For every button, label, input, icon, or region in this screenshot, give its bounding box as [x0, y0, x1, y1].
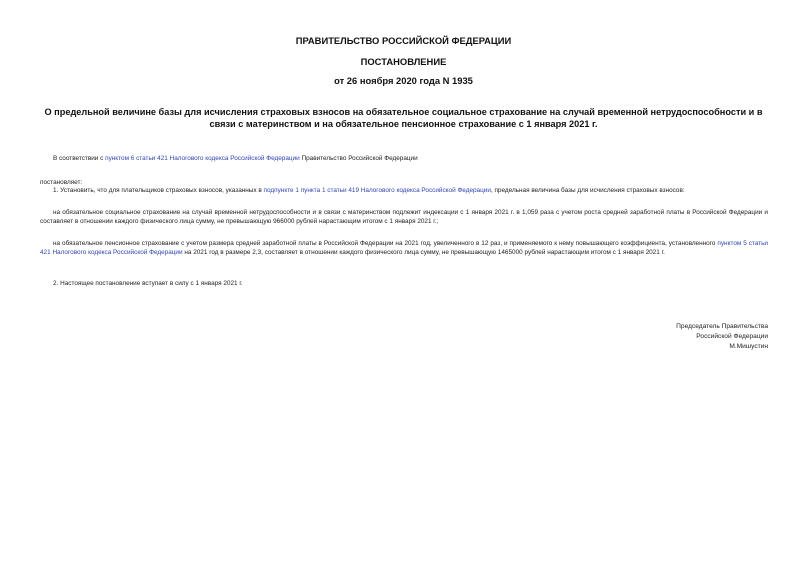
sub-item-2-suffix: на 2021 год в размере 2,3, составляет в отношении каждого физического лица сумму, не превышающую 1465000 рублей нарастающим итогом с 1 января 2021 г. [182, 249, 665, 257]
government-heading: ПРАВИТЕЛЬСТВО РОССИЙСКОЙ ФЕДЕРАЦИИ [295, 35, 512, 46]
intro-suffix: Правительство Российской Федерации [299, 155, 418, 162]
link-article-421-p6[interactable]: пунктом 6 статьи 421 Налогового кодекса Российской Федерации [105, 155, 300, 162]
item-1-prefix: 1. Установить, что для плательщиков страховых взносов, указанных в [53, 187, 264, 194]
link-article-421-p5[interactable]: пунктом 5 статьи 421 Налогового кодекса Российской Федерации [40, 240, 768, 257]
sub-item-2-prefix: на обязательное пенсионное страхование с учетом размера средней заработной платы в Российской Федерации на 2021 год, увеличенного в 12 раз, и применяемого к нему повышающего коэффициента, установленного [53, 240, 718, 247]
item-2-text: 2. Настоящее постановление вступает в силу с 1 января 2021 г. [53, 280, 243, 287]
document-type-heading: ПОСТАНОВЛЕНИЕ [360, 56, 447, 67]
postanovlyaet-text: постановляет: [40, 179, 83, 186]
sub-item-social-insurance-text: на обязательное социальное страхование на случай временной нетрудоспособности и в связи с материнством подлежит индексации с 1 января 2021 г. в 1,059 раза с учетом роста средней заработной платы в Российской Федерации и составляет в отношении каждого физического лица сумму, не превышающую 966000 рублей нарастающим итогом с 1 января 2021 г.; [40, 209, 768, 226]
item-2-paragraph [40, 279, 768, 288]
signature-organization: Российской Федерации [696, 333, 768, 340]
sub-item-pension-insurance [40, 239, 768, 258]
item-1-suffix: , предельная величина базы для исчисления страховых взносов: [490, 187, 685, 194]
link-article-419[interactable]: подпункте 1 пункта 1 статьи 419 Налогового кодекса Российской Федерации [263, 187, 491, 194]
intro-paragraph [40, 154, 768, 163]
document-date-number: от 26 ноября 2020 года N 1935 [334, 75, 473, 86]
sub-item-social-insurance [40, 208, 768, 227]
item-1-paragraph [40, 186, 768, 195]
document-title: О предельной величине базы для исчисления страховых взносов на обязательное социальное страхование на случай временной нетрудоспособности и в связи с материнством и на обязательное пенсионное страхование с 1 января 2021 г. [44, 107, 763, 129]
intro-prefix: В соответствии с [53, 155, 106, 162]
signature-name: М.Мишустин [729, 343, 768, 350]
signature-position: Председатель Правительства [676, 323, 768, 330]
